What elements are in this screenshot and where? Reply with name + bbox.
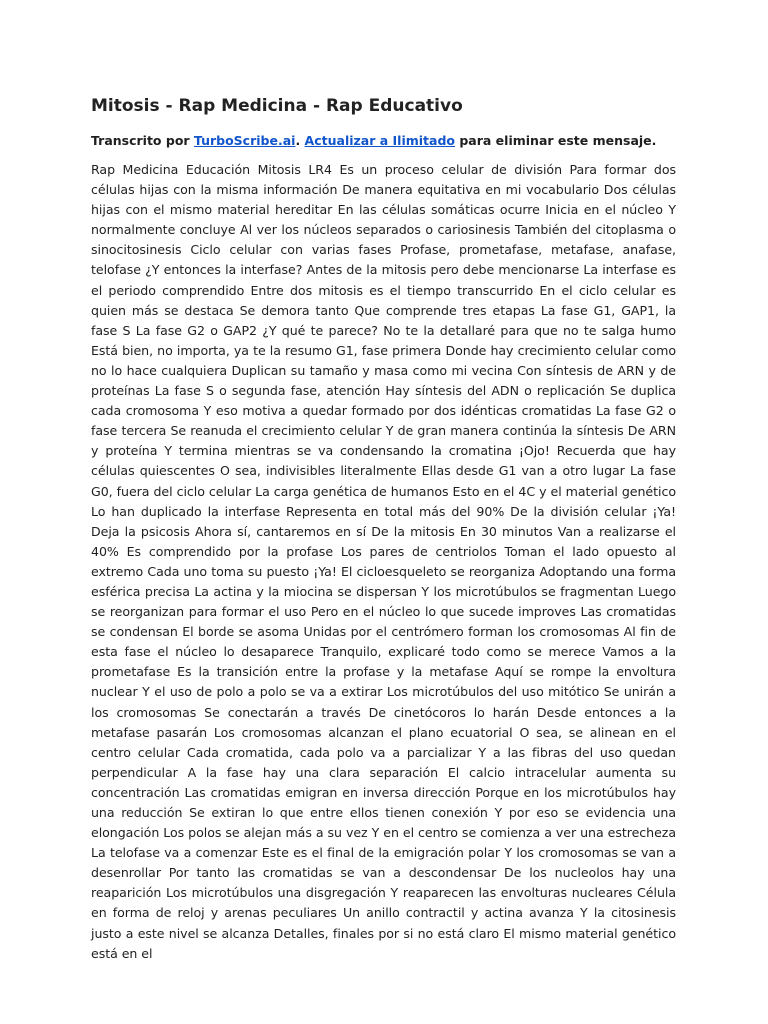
turboscribe-link[interactable]: TurboScribe.ai: [193, 133, 296, 148]
transcription-notice: [91, 132, 676, 150]
transcription-suffix: para eliminar este mensaje.: [455, 133, 657, 148]
transcription-separator: .: [295, 133, 305, 148]
upgrade-unlimited-link[interactable]: Actualizar a Ilimitado: [304, 133, 455, 148]
document-page: [91, 93, 676, 964]
transcription-prefix: Transcrito por: [91, 133, 194, 148]
transcript-body: Rap Medicina Educación Mitosis LR4 Es un proceso celular de división Para formar dos células hijas con la misma información De manera equitativa en mi vocabulario Dos células hijas con el mismo material hereditar En las células somáticas ocurre Inicia en el núcleo Y normalmente concluye Al ver los núcleos separados o cariosinesis También del citoplasma o sinocitosinesis Ciclo celular con varias fases Profase, prometafase, metafase, anafase, telofase ¿Y entonces la interfase? Antes de la mitosis pero debe mencionarse La interfase es el periodo comprendido Entre dos mitosis es el tiempo transcurrido En el ciclo celular es quien más se destaca Se demora tanto Que comprende tres etapas La fase G1, GAP1, la fase S La fase G2 o GAP2 ¿Y qué te parece? No te la detallaré para que no te salga humo Está bien, no importa, ya te la resumo G1, fase primera Donde hay crecimiento celular como no lo hace cualquiera Duplican su tamaño y masa como mi vecina Con síntesis de ARN y de proteínas La fase S o segunda fase, atención Hay síntesis del ADN o replicación Se duplica cada cromosoma Y eso motiva a quedar formado por dos idénticas cromatidas La fase G2 o fase tercera Se reanuda el crecimiento celular Y de gran manera continúa la síntesis De ARN y proteína Y termina mientras se va condensando la cromatina ¡Ojo! Recuerda que hay células quiescentes O sea, indivisibles literalmente Ellas desde G1 van a otro lugar La fase G0, fuera del ciclo celular La carga genética de humanos Esto en el 4C y el material genético Lo han duplicado la interfase Representa en total más del 90% De la división celular ¡Ya! Deja la psicosis Ahora sí, cantaremos en sí De la mitosis En 30 minutos Van a realizarse el 40% Es comprendido por la profase Los pares de centriolos Toman el lado opuesto al extremo Cada uno toma su puesto ¡Ya! El cicloesqueleto se reorganiza Adoptando una forma esférica precisa La actina y la miocina se dispersan Y los microtúbulos se fragmentan Luego se reorganizan para formar el uso Pero en el núcleo lo que sucede improves Las cromatidas se condensan El borde se asoma Unidas por el centrómero forman los cromosomas Al fin de esta fase el núcleo lo desaparece Tranquilo, explicaré todo como se merece Vamos a la prometafase Es la transición entre la profase y la metafase Aquí se rompe la envoltura nuclear Y el uso de polo a polo se va a extirar Los microtúbulos del uso mitótico Se unirán a los cromosomas Se conectarán a través De cinetócoros lo harán Desde entonces a la metafase pasarán Los cromosomas alcanzan el plano ecuatorial O sea, se alinean en el centro celular Cada cromatida, cada polo va a parcializar Y a las fibras del uso quedan perpendicular A la fase hay una clara separación El calcio intracelular aumenta su concentración Las cromatidas emigran en inversa dirección Porque en los microtúbulos hay una reducción Se extiran lo que entre ellos tienen conexión Y por eso se evidencia una elongación Los polos se alejan más a su vez Y en el centro se comienza a ver una estrecheza La telofase va a comenzar Este es el final de la emigración polar Y los cromosomas se van a desenrollar Por tanto las cromatidas se van a descondensar De los nucleolos hay una reaparición Los microtúbulos una disgregación Y reaparecen las envolturas nucleares Célula en forma de reloj y arenas peculiares Un anillo contractil y actina avanza Y la citosinesis justo a este nivel se alcanza Detalles, finales por si no está claro El mismo material genético está en el: [91, 162, 676, 961]
document-title: Mitosis - Rap Medicina - Rap Educativo: [91, 96, 463, 116]
